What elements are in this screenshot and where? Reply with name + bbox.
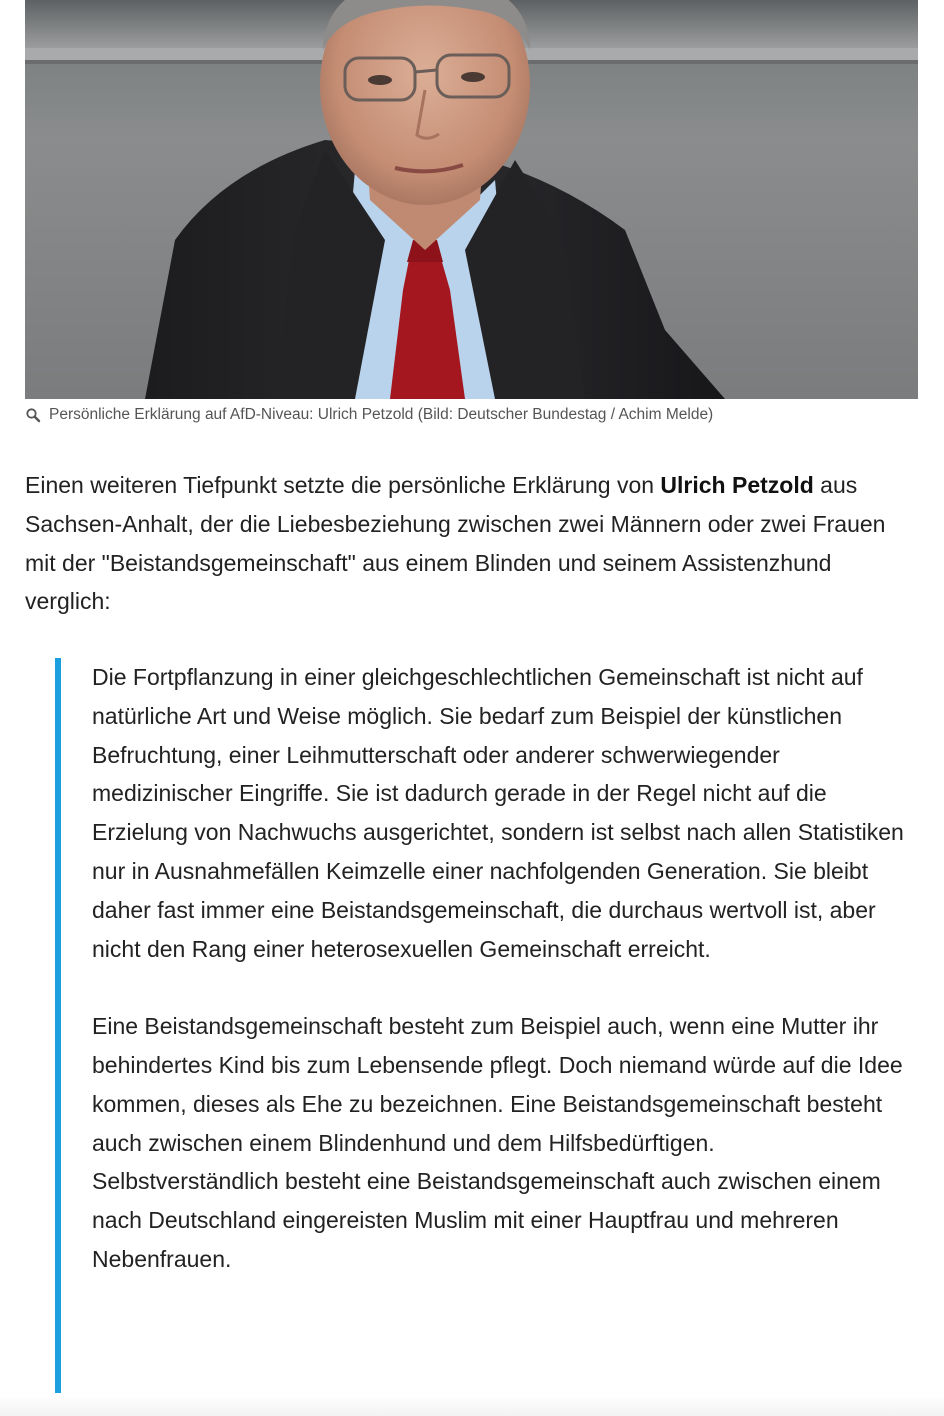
blockquote — [55, 658, 905, 1393]
caption-text: Persönliche Erklärung auf AfD-Niveau: Ulrich Petzold (Bild: Deutscher Bundestag / Achim Melde) — [49, 406, 714, 423]
bottom-fade — [0, 1396, 944, 1416]
quote-paragraph-1: Die Fortpflanzung in einer gleichgeschlechtlichen Gemeinschaft ist nicht auf natürliche Art und Weise möglich. Sie bedarf zum Beispiel der künstlichen Befruchtung, einer Leihmutterschaft oder anderer schwerwiegender medizinischer Eingriffe. Sie ist dadurch gerade in der Regel nicht auf die Erzielung von Nachwuchs ausgerichtet, sondern ist selbst nach allen Statistiken nur in Ausnahmefällen Keimzelle einer nachfolgenden Generation. Sie bleibt daher fast immer eine Beistandsgemeinschaft, die durchaus wertvoll ist, aber nicht den Rang einer heterosexuellen Gemeinschaft erreicht. — [92, 664, 904, 962]
portrait-photo — [25, 0, 918, 399]
magnifier-icon[interactable] — [25, 407, 41, 423]
lead-text-after: aus Sachsen-Anhalt, der die Liebesbeziehung zwischen zwei Männern oder zwei Frauen mit der "Beistandsgemeinschaft" aus einem Blinden und seinem Assistenzhund verglich: — [25, 472, 886, 615]
lead-text-before: Einen weiteren Tiefpunkt setzte die persönliche Erklärung von — [25, 472, 661, 498]
article-photo[interactable] — [25, 0, 918, 399]
quote-paragraph-2: Eine Beistandsgemeinschaft besteht zum Beispiel auch, wenn eine Mutter ihr behindertes Kind bis zum Lebensende pflegt. Doch niemand würde auf die Idee kommen, dieses als Ehe zu bezeichnen. Eine Beistandsgemeinschaft besteht auch zwischen einem Blindenhund und dem Hilfsbedürftigen. Selbstverständlich besteht eine Beistandsgemeinschaft auch zwischen einem nach Deutschland eingereisten Muslim mit einer Hauptfrau und mehreren Nebenfrauen. — [92, 1013, 903, 1272]
lead-paragraph — [25, 466, 918, 621]
photo-caption — [25, 404, 918, 426]
lead-person-name: Ulrich Petzold — [660, 472, 814, 498]
